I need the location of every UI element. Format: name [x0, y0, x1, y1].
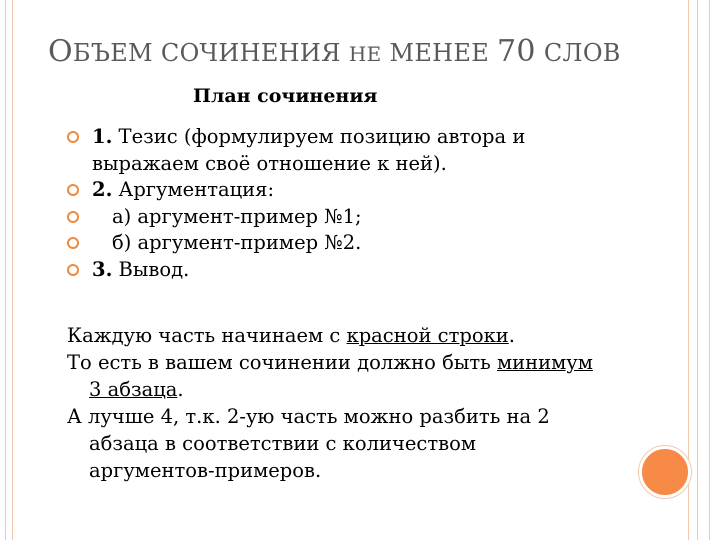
plan-item-text: Вывод. [112, 257, 190, 281]
plan-item-text: Аргументация: [112, 178, 275, 201]
list-item [66, 257, 566, 284]
frame-rail [697, 0, 698, 540]
title-number: 70 [497, 34, 536, 69]
notes-block [67, 322, 597, 484]
plan-item-number: 2. [92, 178, 113, 201]
plan-item-text: б) аргумент-пример №2. [112, 231, 362, 254]
note-paragraph [67, 349, 597, 403]
title-word: МЕНЕЕ [389, 39, 490, 67]
note-underlined-text: красной строки [346, 324, 509, 347]
title-word: СОЧИНЕНИЯ [160, 39, 341, 67]
list-item [66, 124, 566, 177]
page-title [48, 34, 621, 69]
list-item [66, 177, 566, 204]
plan-item-number: 3. [92, 257, 113, 281]
plan-item-text: Тезис (формулируем позицию автора и выражаем своё отношение к ней). [92, 125, 526, 175]
plan-item-number: 1. [92, 125, 113, 148]
note-text: . [508, 324, 515, 347]
frame-rail [12, 0, 13, 540]
note-text: . [177, 378, 184, 401]
plan-item-text: а) аргумент-пример №1; [112, 204, 362, 228]
ring-bullet-icon [66, 210, 80, 224]
plan-list [66, 124, 566, 283]
list-item [66, 230, 566, 257]
title-word: БЪЕМ [72, 39, 153, 67]
list-item [66, 204, 566, 231]
frame-rail [688, 0, 689, 540]
note-text: Каждую часть начинаем с [67, 324, 347, 347]
note-paragraph [67, 322, 597, 349]
note-underlined-text: минимум 3 абзаца [89, 351, 593, 401]
frame-rail [5, 0, 6, 540]
note-paragraph: А лучше 4, т.к. 2-ую часть можно разбить на 2 абзаца в соответствии с количеством аргументов-примеров. [67, 405, 550, 482]
plan-heading: План сочинения [193, 85, 378, 107]
orange-circle-icon [639, 446, 691, 498]
ring-bullet-icon [66, 183, 80, 197]
title-word: НЕ [348, 42, 382, 66]
ring-bullet-icon [66, 130, 80, 144]
ring-bullet-icon [66, 263, 80, 277]
frame-rail [709, 0, 710, 540]
ring-bullet-icon [66, 236, 80, 250]
title-word: СЛОВ [543, 39, 621, 67]
title-initial: О [48, 34, 73, 69]
note-text: То есть в вашем сочинении должно быть [67, 351, 497, 374]
